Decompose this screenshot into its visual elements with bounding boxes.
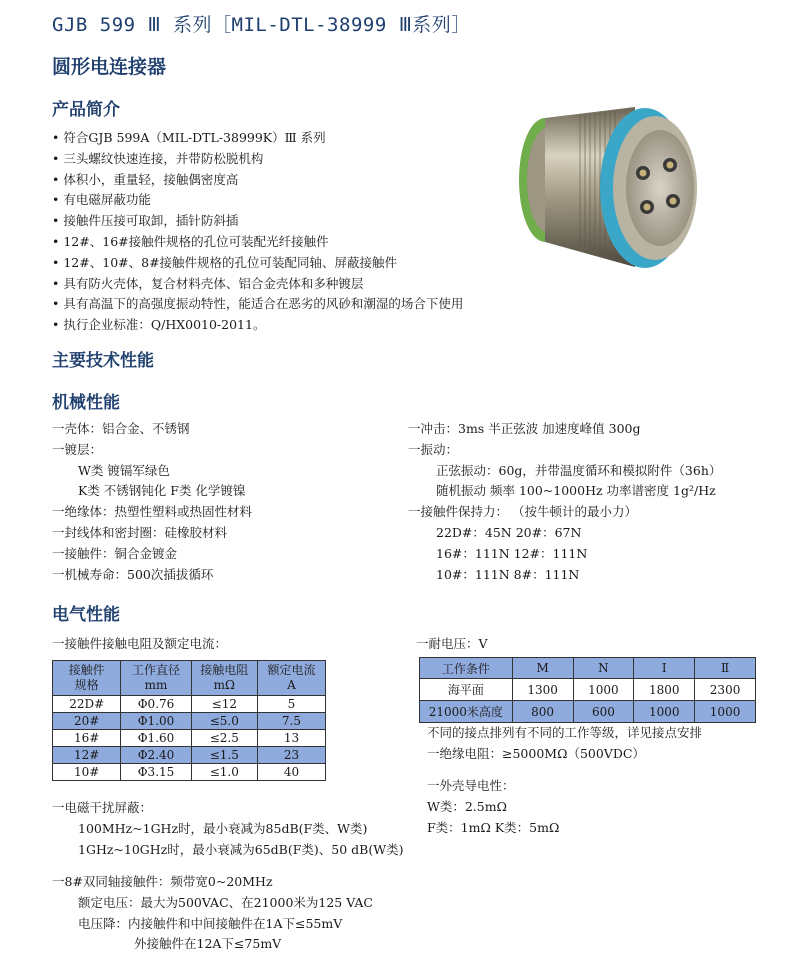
mechanical-left-column (52, 419, 252, 585)
mech-spec-line: K类 不锈钢钝化 F类 化学镀镍 (78, 483, 246, 499)
withstand-voltage-table (419, 657, 756, 723)
mechanical-right-column (408, 419, 721, 585)
mech-spec-line: 一机械寿命：500次插拔循环 (52, 566, 214, 582)
table-cell: ≤12 (191, 696, 257, 713)
table-cell: 800 (512, 701, 573, 723)
table-header: 接触件 规格 (53, 661, 121, 696)
table-header: I (634, 658, 695, 679)
shell-conductivity (427, 776, 559, 838)
table-cell: 2300 (695, 679, 756, 701)
intro-heading: 产品简介 (52, 100, 120, 120)
table-cell: 20# (53, 713, 121, 730)
table-row (53, 713, 326, 730)
mech-spec-line: 正弦振动：60g，并带温度循环和模拟附件（36h） (436, 462, 722, 478)
mech-spec-line: 一接触件：铜合金镀金 (52, 545, 178, 561)
page-title: GJB 599 Ⅲ 系列［MIL-DTL-38999 Ⅲ系列］ (52, 14, 471, 36)
table-cell: ≤1.0 (191, 764, 257, 781)
mech-spec-line: W类 镀镉军绿色 (78, 462, 170, 478)
table-row (420, 701, 756, 723)
connector-product-image (505, 95, 730, 285)
voltage-notes (427, 723, 702, 765)
table-row (420, 679, 756, 701)
voltage-label: 一耐电压：V (416, 636, 488, 651)
intro-bullet: • 三头螺纹快速连接，并带防松脱机构 (52, 149, 463, 170)
contact-resistance-label: 一接触件接触电阻及额定电流： (52, 636, 228, 651)
note-line: 不同的接点排列有不同的工作等级，详见接点安排 (427, 725, 703, 740)
table-cell: 13 (257, 730, 325, 747)
note-line: 外接触件在12A下≤75mV (134, 936, 282, 952)
table-cell: 600 (573, 701, 634, 723)
table-cell: 5 (257, 696, 325, 713)
intro-bullet-list (52, 128, 463, 336)
note-line: 额定电压：最大为500VAC、在21000米为125 VAC (78, 894, 373, 910)
intro-bullet: • 执行企业标准：Q/HX0010-2011。 (52, 315, 463, 336)
table-header: Ⅱ (695, 658, 756, 679)
mech-spec-line: 10#：111N 8#：111N (436, 566, 580, 582)
table-cell: Φ1.00 (121, 713, 191, 730)
product-subtitle: 圆形电连接器 (52, 56, 167, 78)
table-cell: 21000米高度 (420, 701, 513, 723)
intro-bullet: • 12#、10#、8#接触件规格的孔位可装配同轴、屏蔽接触件 (52, 253, 463, 274)
note-line: F类：1mΩ K类：5mΩ (427, 819, 560, 835)
note-line: W类：2.5mΩ (427, 798, 507, 814)
intro-bullet: • 符合GJB 599A（MIL-DTL-38999K）Ⅲ 系列 (52, 128, 463, 149)
table-cell: Φ3.15 (121, 764, 191, 781)
mech-spec-line: 一冲击：3ms 半正弦波 加速度峰值 300g (408, 421, 641, 436)
table-cell: 16# (53, 730, 121, 747)
table-header: 工作条件 (420, 658, 513, 679)
note-line: 1GHz~10GHz时，最小衰减为65dB(F类)、50 dB(W类) (78, 841, 404, 857)
intro-bullet: • 具有防火壳体，复合材料壳体、铝合金壳体和多种镀层 (52, 274, 463, 295)
mech-spec-line: 一绝缘体：热塑性塑料或热固性材料 (52, 504, 253, 520)
table-header: 工作直径 mm (121, 661, 191, 696)
mech-spec-line: 一封线体和密封圈：硅橡胶材料 (52, 524, 228, 540)
emi-shielding (52, 798, 403, 860)
electrical-heading: 电气性能 (52, 605, 120, 625)
table-cell: 1000 (695, 701, 756, 723)
table-header: M (512, 658, 573, 679)
contact-resistance-table (52, 660, 326, 781)
table-cell: 1000 (634, 701, 695, 723)
intro-bullet: • 有电磁屏蔽功能 (52, 190, 463, 211)
mech-spec-line: 一壳体：铝合金、不锈钢 (52, 421, 190, 436)
mech-spec-line: 一振动： (408, 441, 459, 457)
intro-bullet: • 具有高温下的高强度振动特性，能适合在恶劣的风砂和潮湿的场合下使用 (52, 294, 463, 315)
intro-bullet: • 12#、16#接触件规格的孔位可装配光纤接触件 (52, 232, 463, 253)
coax-contacts (52, 872, 373, 955)
table-cell: 40 (257, 764, 325, 781)
note-line: 100MHz~1GHz时，最小衰减为85dB(F类、W类) (78, 820, 368, 836)
mech-spec-line: 一镀层： (52, 441, 103, 457)
mech-spec-line: 16#：111N 12#：111N (436, 545, 588, 561)
note-line: 一外壳导电性： (427, 778, 515, 793)
table-cell: ≤2.5 (191, 730, 257, 747)
mechanical-heading: 机械性能 (52, 393, 120, 413)
table-cell: 1300 (512, 679, 573, 701)
note-line: 一电磁干扰屏蔽： (52, 800, 153, 815)
table-cell: ≤1.5 (191, 747, 257, 764)
table-cell: 1800 (634, 679, 695, 701)
table-cell: 10# (53, 764, 121, 781)
mech-spec-line: 一接触件保持力： （按牛顿计的最小力） (408, 504, 637, 520)
table-header: 额定电流 A (257, 661, 325, 696)
table-cell: 12# (53, 747, 121, 764)
table-cell: Φ2.40 (121, 747, 191, 764)
table-row (53, 730, 326, 747)
table-cell: ≤5.0 (191, 713, 257, 730)
table-cell: 23 (257, 747, 325, 764)
table-header: N (573, 658, 634, 679)
table-row (53, 764, 326, 781)
table-cell: 7.5 (257, 713, 325, 730)
table-cell: Φ1.60 (121, 730, 191, 747)
table-cell: 1000 (573, 679, 634, 701)
table-cell: Φ0.76 (121, 696, 191, 713)
table-header: 接触电阻 mΩ (191, 661, 257, 696)
table-cell: 22D# (53, 696, 121, 713)
tech-heading: 主要技术性能 (52, 351, 154, 371)
mech-spec-line: 随机振动 频率 100~1000Hz 功率谱密度 1g²/Hz (436, 483, 716, 499)
table-row (53, 696, 326, 713)
intro-bullet: • 体积小，重量轻，接触偶密度高 (52, 170, 463, 191)
table-cell: 海平面 (420, 679, 513, 701)
mech-spec-line: 22D#：45N 20#：67N (436, 524, 582, 540)
table-row (53, 747, 326, 764)
note-line: 一绝缘电阻：≥5000MΩ（500VDC） (427, 745, 645, 761)
note-line: 一8#双同轴接触件：频带宽0~20MHz (52, 874, 273, 889)
intro-bullet: • 接触件压接可取卸，插针防斜插 (52, 211, 463, 232)
note-line: 电压降：内接触件和中间接触件在1A下≤55mV (78, 915, 343, 931)
